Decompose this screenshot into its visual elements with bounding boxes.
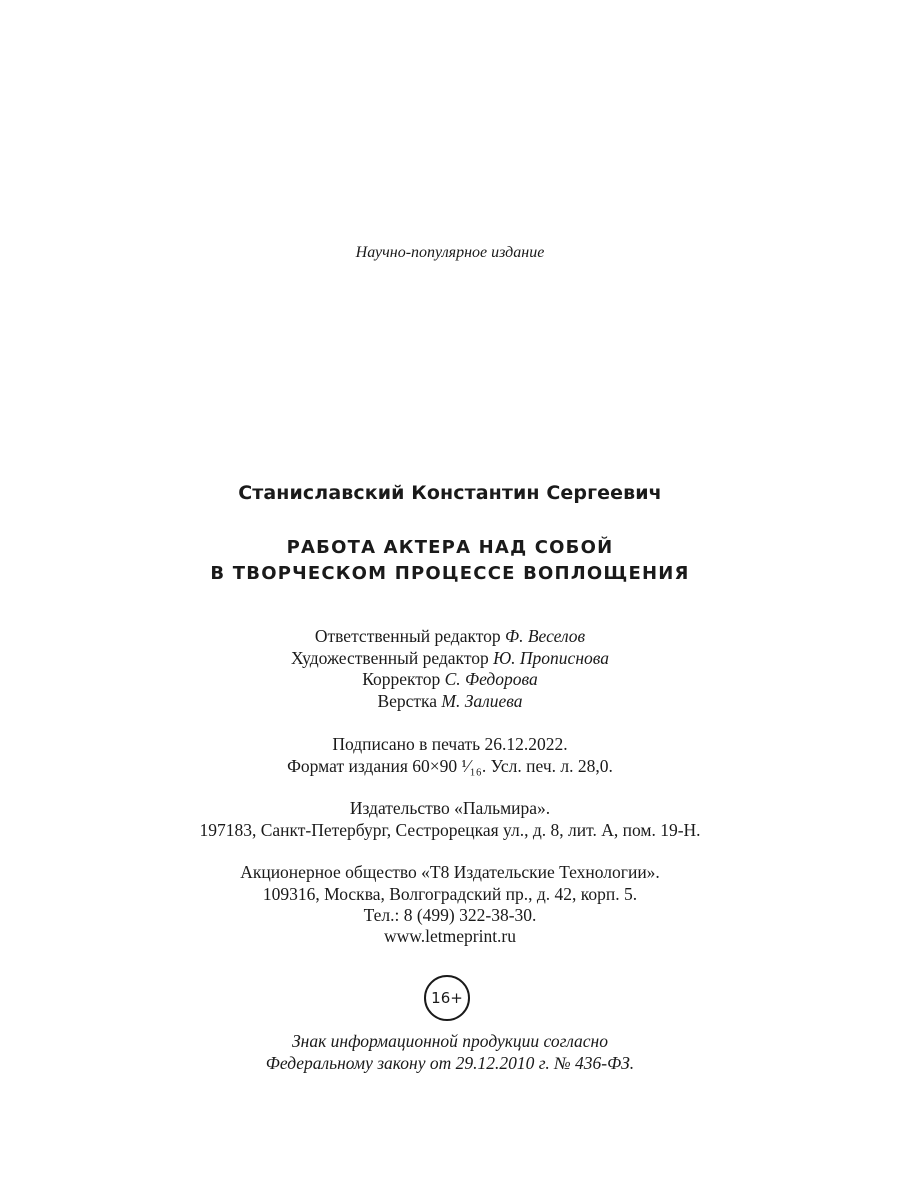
publisher-name: Издательство «Пальмира». xyxy=(349,798,551,818)
credit-responsible-editor xyxy=(0,626,900,647)
print-date: Подписано в печать 26.12.2022. xyxy=(332,734,568,754)
credit-role: Верстка xyxy=(377,691,438,711)
credit-name: С. Федорова xyxy=(444,669,538,689)
book-title-line-2: В ТВОРЧЕСКОМ ПРОЦЕССЕ ВОПЛОЩЕНИЯ xyxy=(210,563,690,584)
printer-address: 109316, Москва, Волгоградский пр., д. 42, корп. 5. xyxy=(262,884,638,904)
credit-name: М. Залиева xyxy=(441,691,523,711)
edition-type: Научно-популярное издание xyxy=(355,244,545,261)
age-rating-badge: 16+ xyxy=(424,975,470,1021)
credit-role: Корректор xyxy=(362,669,441,689)
book-author: Станиславский Константин Сергеевич xyxy=(238,482,662,504)
printer-website: www.letmeprint.ru xyxy=(383,926,517,946)
credit-role: Ответственный редактор xyxy=(314,626,501,646)
publisher-address: 197183, Санкт-Петербург, Сестрорецкая ул., д. 8, лит. А, пом. 19-Н. xyxy=(199,820,701,840)
notice-line-2: Федеральному закону от 29.12.2010 г. № 436-ФЗ. xyxy=(265,1053,635,1073)
credit-art-editor xyxy=(0,648,900,669)
printer-phone: Тел.: 8 (499) 322-38-30. xyxy=(363,905,537,925)
credit-layout xyxy=(0,691,900,712)
credit-role: Художественный редактор xyxy=(290,648,489,668)
credit-name: Ю. Прописнова xyxy=(493,648,609,668)
book-title-line-1: РАБОТА АКТЕРА НАД СОБОЙ xyxy=(286,537,614,558)
printer-name: Акционерное общество «Т8 Издательские Технологии». xyxy=(240,862,660,882)
credit-proofreader xyxy=(0,669,900,690)
notice-line-1: Знак информационной продукции согласно xyxy=(291,1031,608,1051)
print-format: Формат издания 60×90 ¹⁄₁₆. Усл. печ. л. 28,0. xyxy=(287,756,613,776)
credit-name: Ф. Веселов xyxy=(505,626,586,646)
